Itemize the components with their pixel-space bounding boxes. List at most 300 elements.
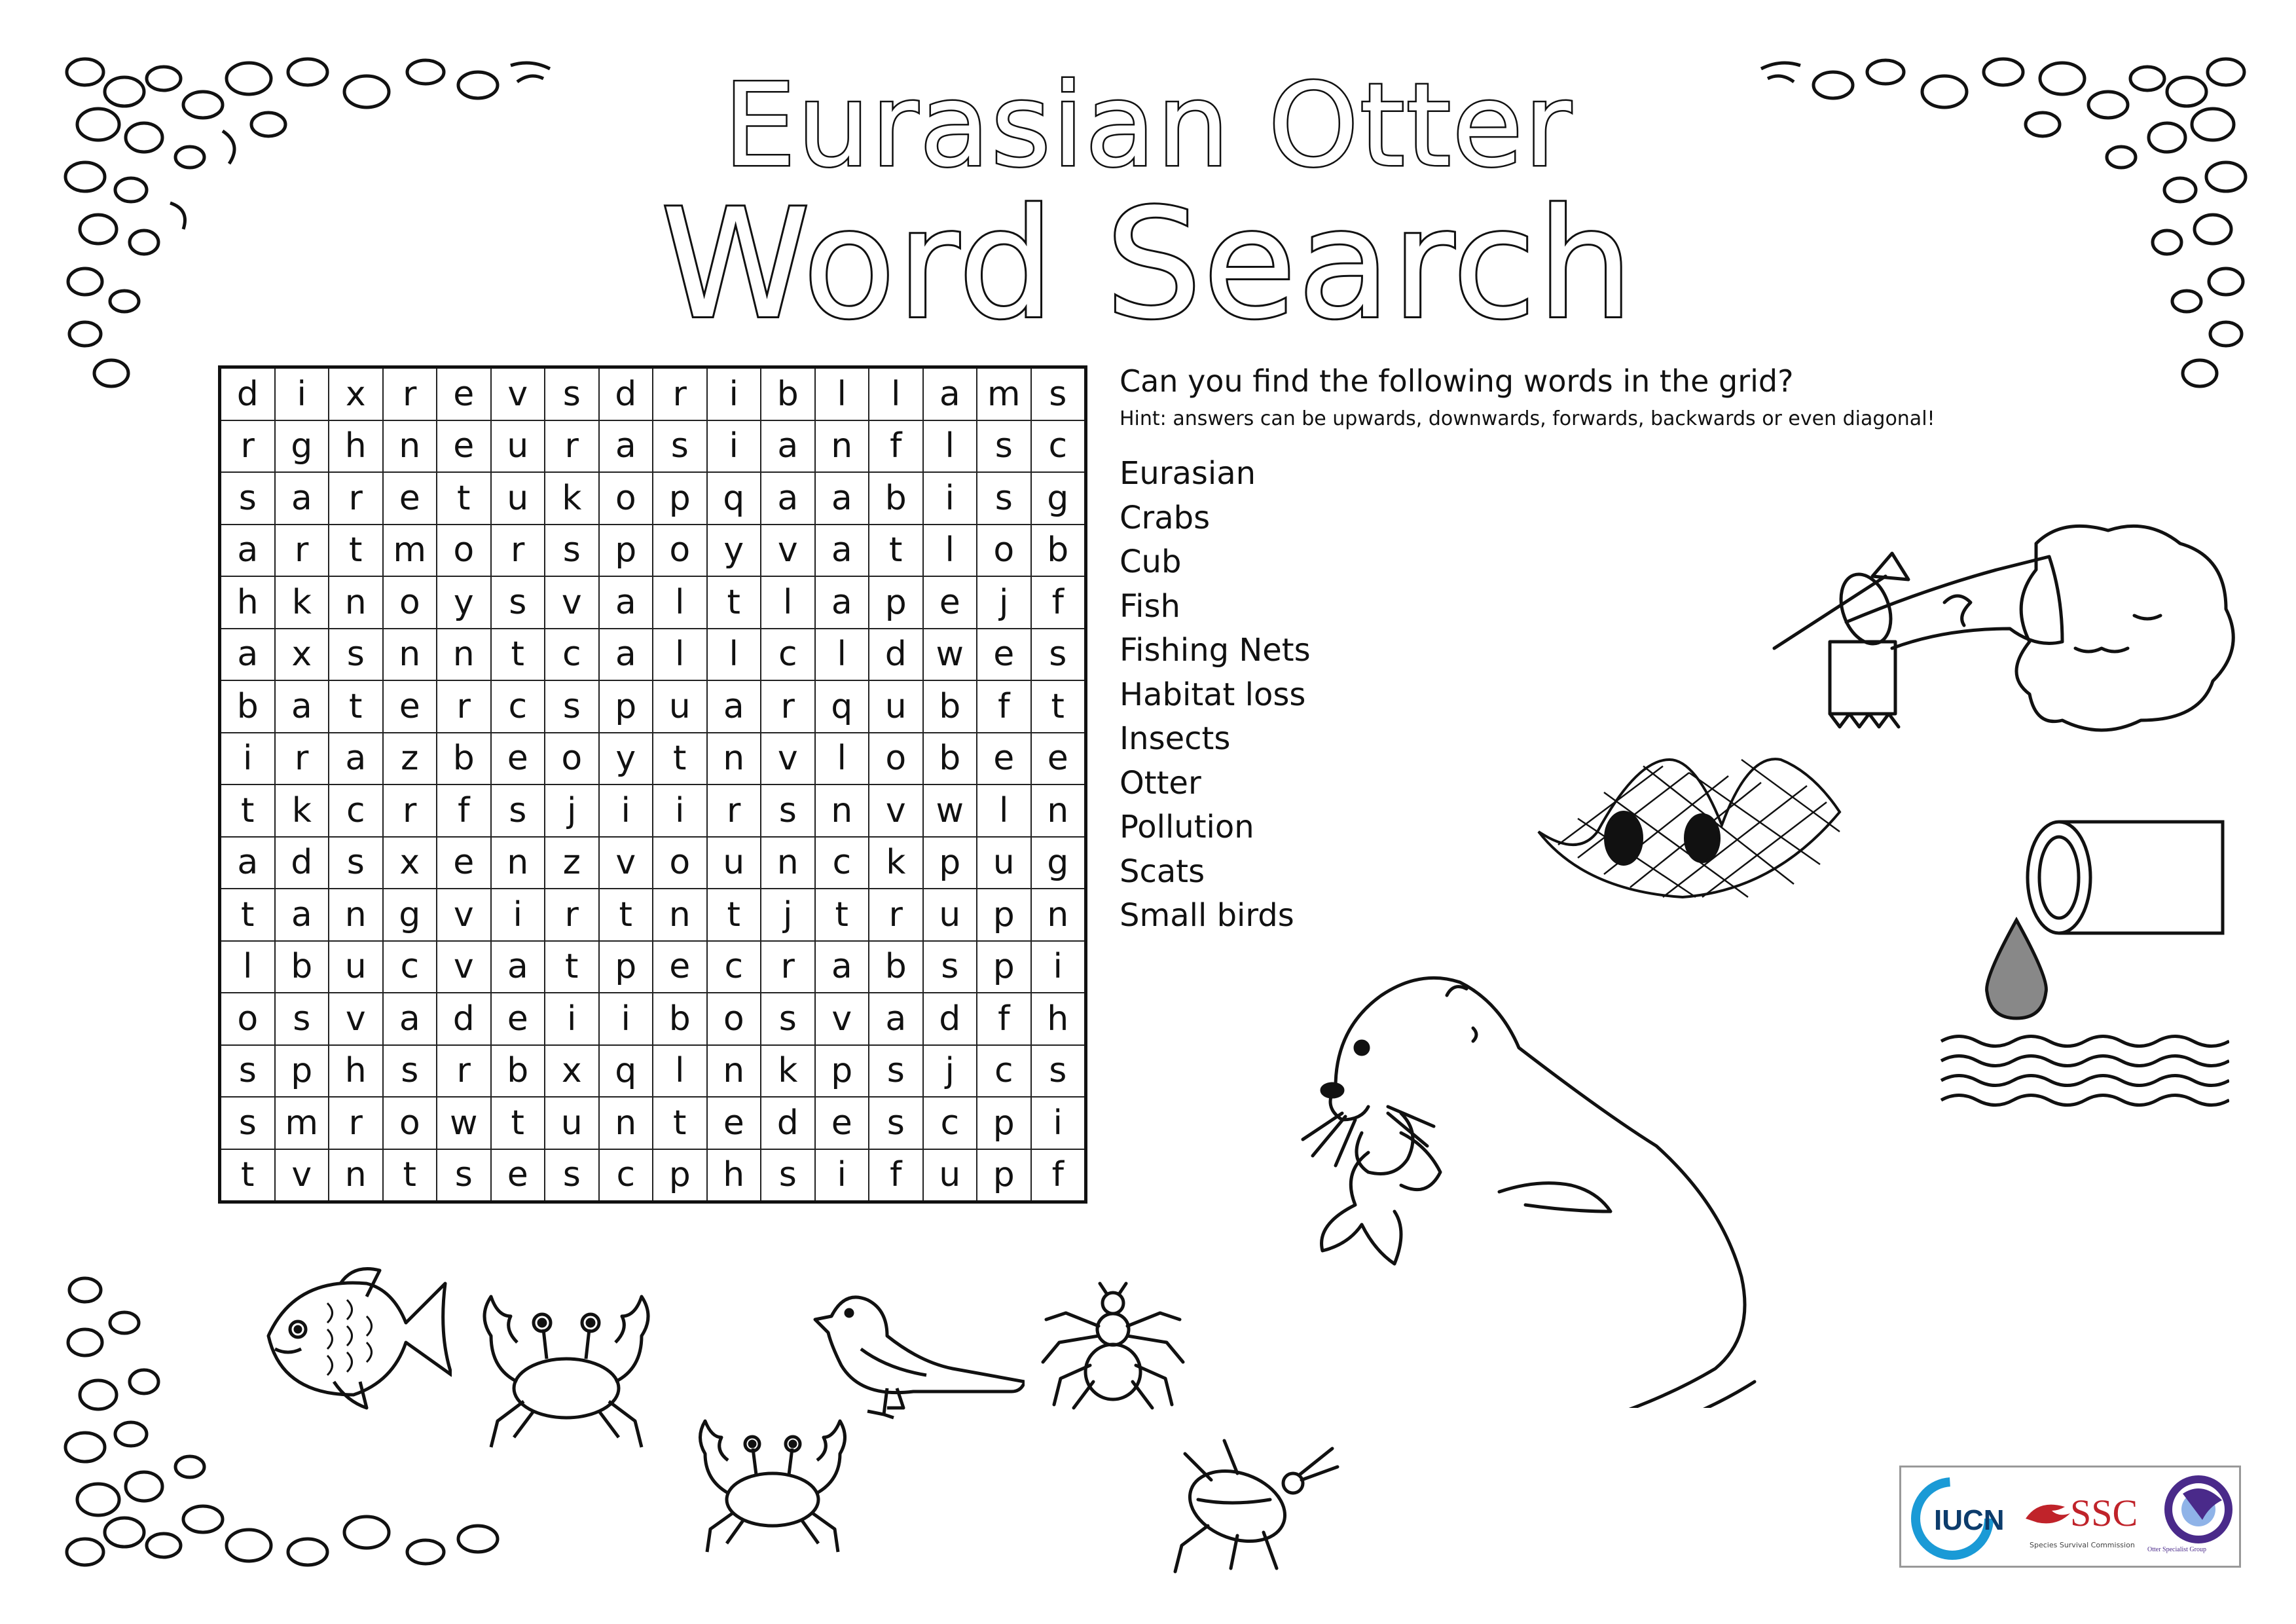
grid-cell[interactable]: q [599,1045,653,1098]
grid-cell[interactable]: s [761,1149,815,1202]
grid-cell[interactable]: a [599,420,653,473]
grid-cell[interactable]: a [761,420,815,473]
grid-cell[interactable]: u [545,1097,599,1149]
grid-row [220,367,1086,420]
grid-cell[interactable]: t [599,889,653,941]
grid-cell[interactable]: a [815,941,869,993]
waves-icon [1938,1031,2229,1110]
grid-cell[interactable]: r [275,733,329,785]
grid-cell[interactable]: t [707,889,761,941]
grid-cell[interactable]: x [545,1045,599,1098]
grid-cell[interactable]: n [329,576,383,629]
grid-cell[interactable]: i [545,993,599,1045]
grid-cell[interactable]: r [761,680,815,733]
grid-row [220,1045,1086,1098]
grid-cell[interactable]: i [707,367,761,420]
word-list-item: Small birds [1120,897,1294,934]
grid-cell[interactable]: a [220,629,275,681]
grid-cell[interactable]: r [761,941,815,993]
grid-cell[interactable]: p [977,1149,1031,1202]
grid-cell[interactable]: u [923,1149,977,1202]
crab-illustration [471,1290,661,1460]
grid-cell[interactable]: j [923,1045,977,1098]
grid-cell[interactable]: i [707,420,761,473]
grid-cell[interactable]: o [707,993,761,1045]
grid-cell[interactable]: p [923,837,977,889]
grid-cell[interactable]: l [923,525,977,577]
grid-cell[interactable]: a [329,733,383,785]
grid-cell[interactable]: i [599,784,653,837]
grid-cell[interactable]: l [653,1045,707,1098]
grid-cell[interactable]: s [545,680,599,733]
grid-cell[interactable]: e [383,680,437,733]
grid-cell[interactable]: o [220,993,275,1045]
grid-cell[interactable]: r [329,472,383,525]
grid-cell[interactable]: a [815,576,869,629]
grid-cell[interactable]: f [437,784,491,837]
grid-cell[interactable]: o [437,525,491,577]
grid-cell[interactable]: s [977,472,1031,525]
grid-cell[interactable]: b [1031,525,1086,577]
grid-cell[interactable]: n [815,420,869,473]
grid-cell[interactable]: d [761,1097,815,1149]
word-list-item: Cub [1120,544,1182,580]
grid-cell[interactable]: s [329,837,383,889]
grid-cell[interactable]: h [329,1045,383,1098]
grid-cell[interactable]: s [869,1097,923,1149]
grid-cell[interactable]: r [707,784,761,837]
grid-cell[interactable]: i [1031,941,1086,993]
grid-cell[interactable]: n [437,629,491,681]
grid-cell[interactable]: l [869,367,923,420]
grid-cell[interactable]: g [1031,837,1086,889]
grid-cell[interactable]: t [437,472,491,525]
grid-cell[interactable]: p [653,1149,707,1202]
shrimp-icon [2023,1499,2073,1529]
grid-cell[interactable]: u [653,680,707,733]
grid-cell[interactable]: h [220,576,275,629]
grid-cell[interactable]: b [437,733,491,785]
word-list [1120,452,1311,938]
grid-cell[interactable]: l [977,784,1031,837]
grid-cell[interactable]: k [761,1045,815,1098]
grid-cell[interactable]: s [761,784,815,837]
grid-cell[interactable]: r [220,420,275,473]
grid-cell[interactable]: r [437,680,491,733]
grid-cell[interactable]: m [977,367,1031,420]
osg-subtitle: Otter Specialist Group [2147,1546,2206,1553]
grid-cell[interactable]: c [977,1045,1031,1098]
instruction-hint: Hint: answers can be upwards, downwards, forwards, backwards or even diagonal! [1120,407,1935,430]
grid-cell[interactable]: l [761,576,815,629]
grid-row [220,733,1086,785]
grid-cell[interactable]: d [923,993,977,1045]
grid-cell[interactable]: p [599,525,653,577]
grid-cell[interactable]: v [761,733,815,785]
grid-cell[interactable]: n [707,1045,761,1098]
fishing-net-illustration [1532,747,1859,910]
grid-cell[interactable]: s [437,1149,491,1202]
grid-cell[interactable]: n [761,837,815,889]
grid-cell[interactable]: e [1031,733,1086,785]
otter-specialist-group-icon [2163,1474,2236,1546]
grid-cell[interactable]: h [1031,993,1086,1045]
grid-cell[interactable]: o [653,525,707,577]
word-search-grid [218,365,1087,1204]
grid-cell[interactable]: i [653,784,707,837]
grid-cell[interactable]: p [977,1097,1031,1149]
grid-cell[interactable]: o [383,576,437,629]
grid-row [220,889,1086,941]
grid-cell[interactable]: x [275,629,329,681]
grid-cell[interactable]: u [491,420,545,473]
grid-cell[interactable]: n [707,733,761,785]
grid-cell[interactable]: n [383,629,437,681]
grid-cell[interactable]: t [1031,680,1086,733]
grid-cell[interactable]: f [1031,1149,1086,1202]
grid-cell[interactable]: v [329,993,383,1045]
bird-illustration [809,1290,1025,1421]
grid-cell[interactable]: e [653,941,707,993]
grid-cell[interactable]: i [491,889,545,941]
grid-cell[interactable]: b [653,993,707,1045]
grid-cell[interactable]: j [977,576,1031,629]
grid-cell[interactable]: l [815,367,869,420]
grid-cell[interactable]: t [545,941,599,993]
grid-cell[interactable]: r [383,784,437,837]
spider-illustration [1034,1277,1192,1414]
grid-cell[interactable]: n [599,1097,653,1149]
grid-cell[interactable]: k [275,576,329,629]
grid-cell[interactable]: o [869,733,923,785]
grid-cell[interactable]: i [275,367,329,420]
grid-cell[interactable]: t [491,1097,545,1149]
grid-cell[interactable]: t [491,629,545,681]
grid-cell[interactable]: v [437,941,491,993]
grid-cell[interactable]: s [383,1045,437,1098]
grid-cell[interactable]: u [923,889,977,941]
grid-cell[interactable]: p [977,941,1031,993]
grid-cell[interactable]: e [707,1097,761,1149]
grid-cell[interactable]: p [653,472,707,525]
tree-stump-illustration [1768,517,2252,740]
grid-cell[interactable]: t [220,784,275,837]
beetle-illustration [1172,1434,1342,1578]
grid-cell[interactable]: b [220,680,275,733]
grid-cell[interactable]: u [329,941,383,993]
grid-cell[interactable]: s [869,1045,923,1098]
grid-cell[interactable]: a [275,680,329,733]
grid-cell[interactable]: l [653,576,707,629]
grid-cell[interactable]: z [545,837,599,889]
grid-row [220,1149,1086,1202]
grid-cell[interactable]: s [1031,367,1086,420]
grid-cell[interactable]: v [761,525,815,577]
grid-cell[interactable]: a [220,837,275,889]
grid-cell[interactable]: o [545,733,599,785]
grid-cell[interactable]: e [815,1097,869,1149]
grid-cell[interactable]: w [437,1097,491,1149]
grid-cell[interactable]: a [815,525,869,577]
grid-cell[interactable]: k [869,837,923,889]
grid-cell[interactable]: s [275,993,329,1045]
grid-cell[interactable]: d [437,993,491,1045]
grid-cell[interactable]: e [977,733,1031,785]
iucn-logo-text: IUCN [1934,1504,2005,1536]
grid-cell[interactable]: c [1031,420,1086,473]
grid-cell[interactable]: i [1031,1097,1086,1149]
grid-cell[interactable]: i [923,472,977,525]
grid-cell[interactable]: b [869,941,923,993]
grid-cell[interactable]: s [977,420,1031,473]
grid-row [220,576,1086,629]
grid-cell[interactable]: o [653,837,707,889]
grid-cell[interactable]: e [977,629,1031,681]
grid-cell[interactable]: a [599,576,653,629]
grid-row [220,420,1086,473]
grid-cell[interactable]: t [653,733,707,785]
water-drop-icon [1980,917,2052,1022]
grid-cell[interactable]: a [275,472,329,525]
grid-cell[interactable]: v [599,837,653,889]
grid-cell[interactable]: l [815,629,869,681]
grid-cell[interactable]: r [329,1097,383,1149]
grid-cell[interactable]: a [599,629,653,681]
grid-cell[interactable]: p [275,1045,329,1098]
grid-cell[interactable]: e [437,420,491,473]
grid-cell[interactable]: r [869,889,923,941]
grid-cell[interactable]: r [437,1045,491,1098]
grid-cell[interactable]: e [437,837,491,889]
grid-cell[interactable]: r [491,525,545,577]
grid-row [220,941,1086,993]
grid-cell[interactable]: n [815,784,869,837]
grid-cell[interactable]: o [383,1097,437,1149]
grid-cell[interactable]: y [599,733,653,785]
grid-cell[interactable]: s [923,941,977,993]
otter-illustration [1283,956,1951,1408]
grid-cell[interactable]: j [545,784,599,837]
grid-cell[interactable]: e [923,576,977,629]
grid-cell[interactable]: n [491,837,545,889]
grid-cell[interactable]: q [707,472,761,525]
partner-logos [1899,1466,2241,1568]
grid-cell[interactable]: h [329,420,383,473]
grid-cell[interactable]: m [383,525,437,577]
word-list-item: Otter [1120,764,1201,802]
grid-cell[interactable]: s [761,993,815,1045]
grid-cell[interactable]: x [329,367,383,420]
grid-cell[interactable]: c [815,837,869,889]
grid-cell[interactable]: o [599,472,653,525]
grid-cell[interactable]: a [491,941,545,993]
grid-cell[interactable]: f [869,1149,923,1202]
word-list-item: Pollution [1120,809,1254,845]
grid-row [220,680,1086,733]
grid-cell[interactable]: b [761,367,815,420]
grid-cell[interactable]: s [220,472,275,525]
grid-cell[interactable]: l [653,629,707,681]
grid-cell[interactable]: e [383,472,437,525]
grid-cell[interactable]: v [491,367,545,420]
grid-cell[interactable]: s [545,1149,599,1202]
grid-cell[interactable]: b [923,733,977,785]
crab-illustration-small [687,1414,858,1565]
grid-cell[interactable]: t [220,1149,275,1202]
grid-cell[interactable]: r [545,420,599,473]
grid-cell[interactable]: p [977,889,1031,941]
grid-cell[interactable]: s [491,784,545,837]
grid-cell[interactable]: x [383,837,437,889]
grid-cell[interactable]: m [275,1097,329,1149]
grid-cell[interactable]: g [383,889,437,941]
fish-illustration [262,1264,452,1414]
grid-cell[interactable]: s [220,1097,275,1149]
grid-cell[interactable]: f [977,680,1031,733]
grid-cell[interactable]: s [653,420,707,473]
grid-cell[interactable]: s [329,629,383,681]
grid-cell[interactable]: c [599,1149,653,1202]
grid-cell[interactable]: p [869,576,923,629]
grid-cell[interactable]: t [707,576,761,629]
grid-cell[interactable]: p [815,1045,869,1098]
grid-cell[interactable]: t [220,889,275,941]
grid-cell[interactable]: r [383,367,437,420]
grid-cell[interactable]: n [383,420,437,473]
grid-cell[interactable]: n [329,889,383,941]
grid-cell[interactable]: a [815,472,869,525]
grid-cell[interactable]: a [761,472,815,525]
grid-cell[interactable]: l [220,941,275,993]
grid-cell[interactable]: v [545,576,599,629]
grid-cell[interactable]: c [329,784,383,837]
grid-cell[interactable]: u [869,680,923,733]
ssc-logo-text: SSC [2070,1492,2138,1534]
word-list-item: Eurasian [1120,455,1256,492]
grid-cell[interactable]: c [383,941,437,993]
grid-cell[interactable]: g [275,420,329,473]
grid-cell[interactable]: f [977,993,1031,1045]
grid-cell[interactable]: v [437,889,491,941]
grid-cell[interactable]: r [653,367,707,420]
grid-cell[interactable]: b [923,680,977,733]
grid-cell[interactable]: s [1031,1045,1086,1098]
grid-cell[interactable]: e [437,367,491,420]
grid-cell[interactable]: w [923,629,977,681]
grid-cell[interactable]: c [707,941,761,993]
grid-cell[interactable]: a [275,889,329,941]
grid-cell[interactable]: a [383,993,437,1045]
grid-cell[interactable]: p [599,680,653,733]
grid-cell[interactable]: i [220,733,275,785]
grid-cell[interactable]: j [761,889,815,941]
grid-cell[interactable]: d [599,367,653,420]
grid-cell[interactable]: s [545,367,599,420]
grid-cell[interactable]: n [329,1149,383,1202]
grid-cell[interactable]: y [707,525,761,577]
grid-cell[interactable]: k [545,472,599,525]
grid-cell[interactable]: f [1031,576,1086,629]
grid-cell[interactable]: s [1031,629,1086,681]
ssc-subtitle: Species Survival Commission [2030,1541,2135,1549]
grid-cell[interactable]: c [491,680,545,733]
grid-cell[interactable]: t [869,525,923,577]
grid-cell[interactable]: e [491,1149,545,1202]
grid-cell[interactable]: r [545,889,599,941]
grid-cell[interactable]: q [815,680,869,733]
grid-cell[interactable]: t [815,889,869,941]
grid-cell[interactable]: p [599,941,653,993]
grid-row [220,993,1086,1045]
grid-cell[interactable]: v [869,784,923,837]
grid-cell[interactable]: r [275,525,329,577]
grid-cell[interactable]: l [707,629,761,681]
word-list-item: Crabs [1120,499,1211,536]
grid-cell[interactable]: a [707,680,761,733]
grid-cell[interactable]: s [545,525,599,577]
grid-cell[interactable]: l [815,733,869,785]
grid-cell[interactable]: u [707,837,761,889]
grid-row [220,629,1086,681]
grid-cell[interactable]: b [275,941,329,993]
grid-cell[interactable]: d [220,367,275,420]
grid-cell[interactable]: y [437,576,491,629]
grid-cell[interactable]: c [761,629,815,681]
grid-cell[interactable]: d [869,629,923,681]
grid-cell[interactable]: i [599,993,653,1045]
grid-cell[interactable]: o [977,525,1031,577]
grid-cell[interactable]: s [491,576,545,629]
grid-cell[interactable]: a [923,367,977,420]
grid-cell[interactable]: e [491,733,545,785]
grid-cell[interactable]: e [491,993,545,1045]
grid-cell[interactable]: i [815,1149,869,1202]
grid-cell[interactable]: h [707,1149,761,1202]
grid-cell[interactable]: t [329,680,383,733]
instruction-question: Can you find the following words in the grid? [1120,363,1794,399]
word-list-item: Scats [1120,853,1205,890]
grid-cell[interactable]: n [1031,889,1086,941]
grid-cell[interactable]: t [329,525,383,577]
grid-cell[interactable]: a [869,993,923,1045]
grid-row [220,472,1086,525]
grid-cell[interactable]: u [977,837,1031,889]
grid-cell[interactable]: v [275,1149,329,1202]
word-list-item: Insects [1120,720,1231,757]
grid-cell[interactable]: d [275,837,329,889]
grid-cell[interactable]: v [815,993,869,1045]
grid-cell[interactable]: u [491,472,545,525]
grid-cell[interactable]: z [383,733,437,785]
grid-cell[interactable]: c [923,1097,977,1149]
grid-cell[interactable]: b [869,472,923,525]
grid-cell[interactable]: s [220,1045,275,1098]
grid-cell[interactable]: t [653,1097,707,1149]
grid-cell[interactable]: l [923,420,977,473]
grid-cell[interactable]: t [383,1149,437,1202]
grid-cell[interactable]: b [491,1045,545,1098]
word-list-item: Fishing Nets [1120,632,1311,669]
grid-cell[interactable]: g [1031,472,1086,525]
grid-cell[interactable]: n [653,889,707,941]
grid-cell[interactable]: w [923,784,977,837]
grid-cell[interactable]: a [220,525,275,577]
grid-cell[interactable]: c [545,629,599,681]
grid-row [220,837,1086,889]
grid-cell[interactable]: k [275,784,329,837]
grid-cell[interactable]: n [1031,784,1086,837]
grid-cell[interactable]: f [869,420,923,473]
